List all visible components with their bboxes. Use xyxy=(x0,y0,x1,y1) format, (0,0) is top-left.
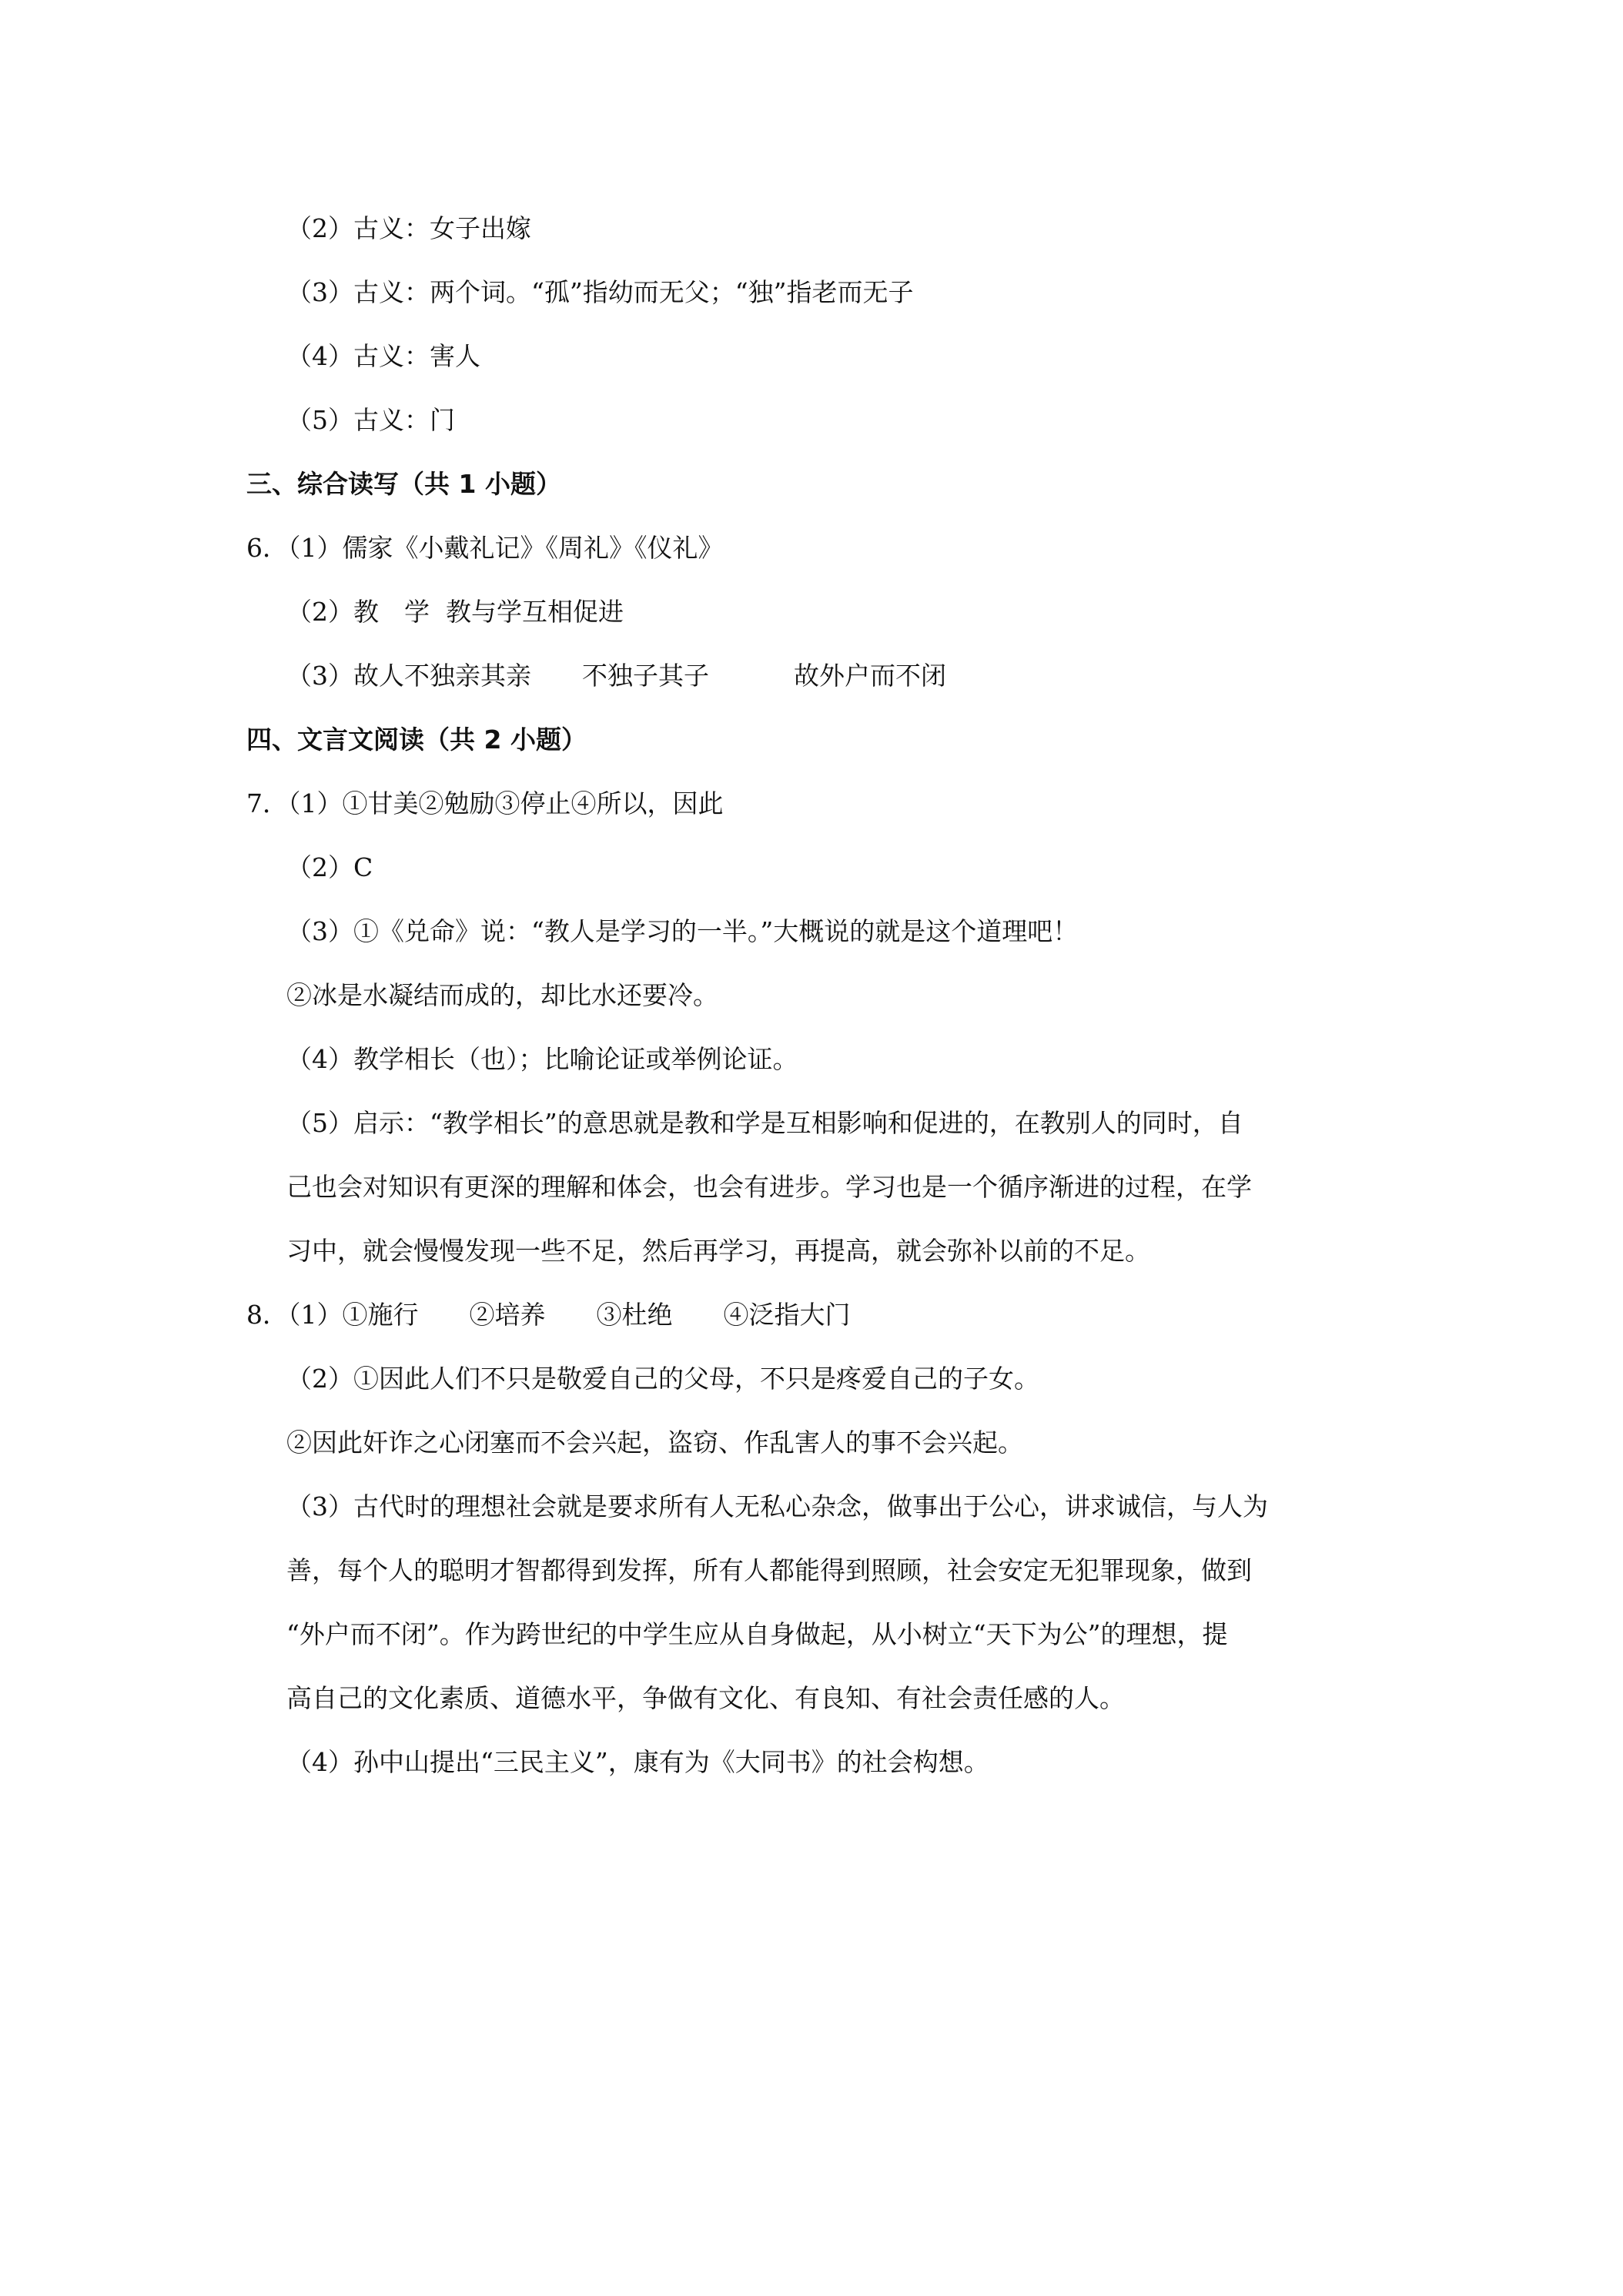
q8-part-4: （4）孙中山提出“三民主义”，康有为《大同书》的社会构想。 xyxy=(286,1747,989,1777)
q8-part-2: （2）①因此人们不只是敬爱自己的父母，不只是疼爱自己的子女。 xyxy=(286,1364,1039,1394)
q5-line-5: （5）古义：门 xyxy=(286,405,455,435)
section-3-heading: 三、综合读写（共 1 小题） xyxy=(246,469,561,499)
q5-line-2: （2）古义：女子出嫁 xyxy=(286,213,531,243)
q7-part-5-line-2: 己也会对知识有更深的理解和体会，也会有进步。学习也是一个循序渐进的过程，在学 xyxy=(286,1172,1252,1202)
q7-part-5-line-1: （5）启示：“教学相长”的意思就是教和学是互相影响和促进的，在教别人的同时，自 xyxy=(286,1108,1243,1138)
q8-part-2-continued: ②因此奸诈之心闭塞而不会兴起，盗窃、作乱害人的事不会兴起。 xyxy=(286,1427,1023,1458)
q6-part-3 xyxy=(286,659,946,693)
q6-part-3-b: 不独子其子 xyxy=(582,661,709,691)
q7-part-4: （4）教学相长（也）；比喻论证或举例论证。 xyxy=(286,1044,798,1074)
q8-part-1-d: ④泛指大门 xyxy=(723,1300,851,1330)
q8-part-1-b: ②培养 xyxy=(469,1300,546,1330)
q8-part-1 xyxy=(246,1298,851,1332)
q8-part-3-line-4: 高自己的文化素质、道德水平，争做有文化、有良知、有社会责任感的人。 xyxy=(286,1683,1125,1713)
q6-part-2: （2）教 学 教与学互相促进 xyxy=(286,597,624,627)
q6-part-1: 6．（1）儒家《小戴礼记》《周礼》《仪礼》 xyxy=(246,533,724,563)
section-4-heading: 四、文言文阅读（共 2 小题） xyxy=(246,725,587,755)
q7-part-5-line-3: 习中，就会慢慢发现一些不足，然后再学习，再提高，就会弥补以前的不足。 xyxy=(286,1236,1150,1266)
q7-part-2: （2）C xyxy=(286,852,373,882)
q7-part-1: 7．（1）①甘美②勉励③停止④所以，因此 xyxy=(246,788,724,818)
q5-line-4: （4）古义：害人 xyxy=(286,341,480,371)
q8-part-3-line-2: 善，每个人的聪明才智都得到发挥，所有人都能得到照顾，社会安定无犯罪现象，做到 xyxy=(286,1555,1252,1585)
q8-part-3-line-1: （3）古代时的理想社会就是要求所有人无私心杂念，做事出于公心，讲求诚信，与人为 xyxy=(286,1491,1268,1521)
q8-part-1-c: ③杜绝 xyxy=(596,1300,673,1330)
q7-part-3-continued: ②冰是水凝结而成的，却比水还要冷。 xyxy=(286,980,718,1010)
q8-part-1-a: 8．（1）①施行 xyxy=(246,1300,419,1330)
q8-part-3-line-3: “外户而不闭”。作为跨世纪的中学生应从自身做起，从小树立“天下为公”的理想，提 xyxy=(286,1619,1228,1649)
q5-line-3: （3）古义：两个词。“孤”指幼而无父；“独”指老而无子 xyxy=(286,277,914,307)
q7-part-3: （3）①《兑命》说：“教人是学习的一半。”大概说的就是这个道理吧！ xyxy=(286,916,1079,946)
q6-part-3-c: 故外户而不闭 xyxy=(794,661,946,691)
q6-part-3-a: （3）故人不独亲其亲 xyxy=(286,661,531,691)
